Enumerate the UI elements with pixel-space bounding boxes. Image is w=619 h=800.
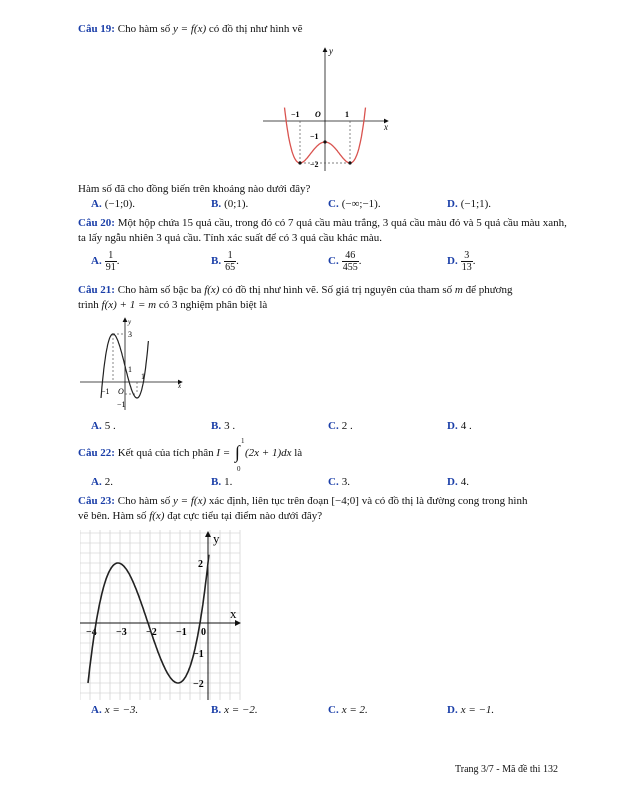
question-23-options (91, 704, 561, 720)
option-d[interactable]: D. $\frac{3}{13}$ . (447, 250, 476, 273)
question-20-text: Một hộp chứa 15 quả cầu, trong đó có 7 quả cầu màu trắng, 3 quả cầu màu đỏ và 5 quả cầu màu xanh, ta lấy ngẫu nhiên 3 quả cầu. Tính xác suất để có 3 quả cầu khác màu. (78, 217, 567, 244)
tick-label-y-neg1: −1 (193, 649, 204, 660)
option-c[interactable]: C. (−∞;−1). (328, 198, 381, 210)
tick-label-x-neg2: −2 (146, 627, 157, 638)
question-23-interval: [−4;0] (331, 495, 359, 507)
option-b[interactable]: B. (0;1). (211, 198, 249, 210)
fraction: $\frac{3}{13}$ (461, 250, 472, 273)
tick-label-y-neg2: −2 (193, 679, 204, 690)
question-21-options (91, 420, 561, 436)
question-19-prompt: Hàm số đã cho đồng biến trên khoảng nào dưới đây? (78, 183, 311, 195)
option-a[interactable]: A. x = −3. (91, 704, 139, 716)
tick-label-x-0: 0 (201, 627, 206, 638)
tick-label-x-neg1: −1 (101, 387, 110, 396)
tick-label-x-neg3: −3 (116, 627, 127, 638)
page-footer: Trang 3/7 - Mã đề thi 132 (455, 764, 558, 775)
question-21-equation: f(x) + 1 = m (101, 299, 157, 311)
question-22-stem: Câu 22: Kết quả của tích phân I = ∫ 1 0 (2x + 1)dx là (78, 446, 568, 461)
option-d[interactable]: D. (−1;1). (447, 198, 492, 210)
function-curve (88, 555, 209, 683)
fraction: $\frac{1}{91}$ (105, 250, 116, 273)
x-axis-label: x (230, 606, 237, 621)
option-a[interactable]: A. (−1;0). (91, 198, 136, 210)
tick-label-x-neg1: −1 (176, 627, 187, 638)
minimum-point (298, 161, 301, 164)
tick-label-y-neg1: −1 (117, 400, 126, 409)
question-20-options (91, 250, 561, 276)
integral-sign: ∫ 1 0 (233, 446, 245, 461)
tick-label-y-neg1: −1 (310, 132, 319, 141)
origin-label: O (315, 110, 321, 119)
tick-label-y-neg2: −2 (310, 160, 319, 169)
parameter-m: m (454, 284, 463, 296)
integral-lhs: I = (216, 447, 231, 460)
question-19-stem (78, 22, 568, 37)
question-23-stem: Câu 23: Cho hàm số y = f(x) xác định, liên tục trên đoạn [−4;0] và có đồ thị là đường cong trong hình vẽ bên. Hàm số f(x) đạt cực tiểu tại điểm nào dưới đây? (78, 495, 528, 522)
question-22-label: Câu 22: (78, 447, 115, 460)
question-19-label: Câu 19: (78, 23, 115, 35)
option-d[interactable]: D. x = −1. (447, 704, 495, 716)
grid (80, 530, 240, 702)
fraction: $\frac{46}{455}$ (342, 250, 358, 273)
question-22-options (91, 476, 561, 492)
question-20-stem (78, 216, 568, 246)
integrand: (2x + 1)dx (244, 447, 292, 460)
option-b[interactable]: B. $\frac{1}{65}$ . (211, 250, 239, 273)
tick-label-y-3: 3 (128, 330, 132, 339)
tick-label-x-1: 1 (345, 110, 349, 119)
option-d[interactable]: D. 4. (447, 476, 469, 488)
option-a[interactable]: A. 5 . (91, 420, 116, 432)
origin-label: O (118, 387, 124, 396)
question-19-function: y = f(x) (173, 23, 207, 35)
option-c[interactable]: C. 2 . (328, 420, 353, 432)
question-23-label: Câu 23: (78, 495, 115, 507)
question-20-label: Câu 20: (78, 217, 115, 229)
option-b[interactable]: B. 3 . (211, 420, 236, 432)
option-a[interactable]: A. 2. (91, 476, 113, 488)
question-19-text-end: có đồ thị như hình vẽ (206, 23, 303, 35)
maximum-point (323, 140, 326, 143)
question-19-graph (263, 46, 393, 176)
tick-label-y-2: 2 (198, 559, 203, 570)
option-a[interactable]: A. $\frac{1}{91}$ . (91, 250, 120, 273)
option-b[interactable]: B. 1. (211, 476, 233, 488)
question-19-options (91, 198, 561, 214)
question-21-label: Câu 21: (78, 284, 115, 296)
question-21-stem: Câu 21: Cho hàm số bậc ba f(x) có đồ thị như hình vẽ. Số giá trị nguyên của tham số m để phương trình f(x) + 1 = m có 3 nghiệm phân biệt là (78, 284, 513, 311)
question-21-graph (80, 316, 188, 411)
y-axis-label: y (213, 531, 220, 546)
y-axis-label: y (329, 46, 333, 56)
option-c[interactable]: C. 3. (328, 476, 350, 488)
question-19-text: Cho hàm số (117, 23, 174, 35)
x-axis-label: x (384, 122, 388, 132)
tick-label-x-neg1: −1 (291, 110, 300, 119)
tick-label-x-neg4: −4 (86, 627, 97, 638)
tick-label-x-1: 1 (141, 372, 145, 381)
integral-upper-bound: 1 (240, 437, 245, 445)
minimum-point (348, 161, 351, 164)
fraction: $\frac{1}{65}$ (225, 250, 236, 273)
x-axis-label: x (178, 382, 182, 390)
question-23-function: y = f(x) (173, 495, 207, 507)
option-b[interactable]: B. x = −2. (211, 704, 258, 716)
integral-lower-bound: 0 (236, 465, 241, 473)
question-23-graph (80, 530, 245, 702)
option-d[interactable]: D. 4 . (447, 420, 472, 432)
option-c[interactable]: C. $\frac{46}{455}$ . (328, 250, 362, 273)
tick-label-y-1: 1 (128, 365, 132, 374)
option-c[interactable]: C. x = 2. (328, 704, 368, 716)
question-21-function: f(x) (204, 284, 220, 296)
y-axis-label: y (128, 318, 132, 326)
